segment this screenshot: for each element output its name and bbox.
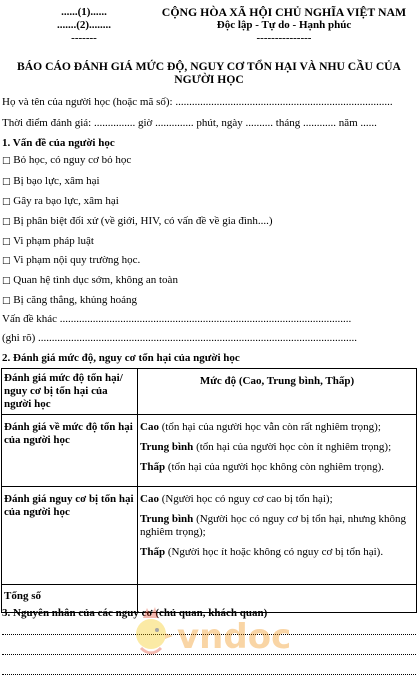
- svg-text:vndoc: vndoc: [177, 617, 292, 657]
- option-label: Trung bình: [140, 513, 194, 525]
- option-medium[interactable]: [140, 441, 414, 454]
- checkbox-icon[interactable]: □: [2, 276, 11, 286]
- checkbox-label: Gây ra bạo lực, xâm hại: [13, 195, 119, 207]
- option-medium[interactable]: [140, 513, 414, 539]
- header-right: [150, 6, 418, 45]
- checkbox-icon[interactable]: □: [2, 296, 11, 306]
- checkbox-item[interactable]: [2, 253, 416, 268]
- checkbox-label: Bị căng thẳng, khủng hoảng: [13, 294, 137, 306]
- option-text: (Người học ít hoặc không có nguy cơ bị tổn hại).: [165, 546, 384, 558]
- checkbox-icon[interactable]: □: [2, 217, 11, 227]
- checkbox-icon[interactable]: □: [2, 237, 11, 247]
- checkbox-item[interactable]: [2, 194, 416, 209]
- header-left-line-3: -------: [71, 32, 97, 44]
- checkbox-label: Bị phân biệt đối xử (về giới, HIV, có vấn đề về gia đình....): [13, 215, 273, 227]
- section1-heading: 1. Vấn đề của người học: [2, 137, 115, 149]
- table-header-row: [2, 369, 417, 415]
- national-motto: Độc lập - Tự do - Hạnh phúc: [216, 19, 352, 31]
- checkbox-label: Vi phạm nội quy trường học.: [13, 254, 141, 266]
- option-text: (tổn hại của người học còn ít nghiêm trọng);: [193, 441, 392, 453]
- checkbox-label: Bỏ học, có nguy cơ bỏ học: [13, 154, 132, 166]
- checkbox-item[interactable]: [2, 153, 416, 168]
- checkbox-icon[interactable]: □: [2, 156, 11, 166]
- option-low[interactable]: [140, 461, 414, 474]
- table-row: [2, 415, 417, 487]
- header-left-line-1: ......(1)......: [61, 6, 107, 18]
- option-label: Thấp: [140, 546, 166, 558]
- option-label: Trung bình: [140, 441, 194, 453]
- option-label: Cao: [140, 493, 159, 505]
- section2-heading: 2. Đánh giá mức độ, nguy cơ tổn hại của người học: [2, 352, 240, 364]
- checkbox-item[interactable]: [2, 273, 416, 288]
- table-header-left: Đánh giá mức độ tổn hại/ nguy cơ bị tổn hại của người học: [2, 369, 138, 415]
- option-high[interactable]: [140, 421, 414, 434]
- option-text: (tổn hại của người học không còn nghiêm trọng).: [165, 461, 384, 473]
- table-header-right: Mức độ (Cao, Trung bình, Thấp): [138, 369, 417, 415]
- checkbox-item[interactable]: [2, 214, 416, 229]
- checkbox-label: Quan hệ tình dục sớm, không an toàn: [13, 274, 178, 286]
- total-label: Tổng số: [2, 585, 138, 613]
- option-low[interactable]: [140, 546, 414, 559]
- checkbox-label: Bị bạo lực, xâm hại: [13, 175, 100, 187]
- national-title: CỘNG HÒA XÃ HỘI CHỦ NGHĨA VIỆT NAM: [161, 5, 407, 19]
- option-text: (Người học có nguy cơ bị tổn hại, nhưng không nghiêm trọng);: [140, 513, 406, 538]
- name-field[interactable]: Họ và tên của người học (hoặc mã số): ...............................................................................: [2, 96, 393, 108]
- harm-risk-options: [138, 487, 417, 585]
- checkbox-label: Vi phạm pháp luật: [13, 235, 94, 247]
- option-label: Cao: [140, 421, 159, 433]
- checkbox-item[interactable]: [2, 293, 416, 308]
- checkbox-icon[interactable]: □: [2, 197, 11, 207]
- section3-heading: 3. Nguyên nhân của các nguy cơ (chủ quan, khách quan): [2, 607, 268, 619]
- time-field[interactable]: Thời điểm đánh giá: ............... giờ .............. phút, ngày .......... tháng ............ năm ......: [2, 117, 377, 129]
- assessment-table: [1, 368, 417, 613]
- other-issue-field[interactable]: Vấn đề khác ..........................................................................................................: [2, 313, 352, 325]
- checkbox-icon[interactable]: □: [2, 177, 11, 187]
- option-text: (Người học có nguy cơ cao bị tổn hại);: [158, 493, 333, 505]
- harm-level-options: [138, 415, 417, 487]
- checkbox-item[interactable]: [2, 234, 416, 249]
- option-label: Thấp: [140, 461, 166, 473]
- option-text: (tổn hại của người học vẫn còn rất nghiêm trọng);: [158, 421, 381, 433]
- header-left-line-2: .......(2)........: [56, 19, 112, 31]
- row-label-harm-level: Đánh giá về mức độ tổn hại của người học: [2, 415, 138, 487]
- checkbox-icon[interactable]: □: [2, 256, 11, 266]
- option-high[interactable]: [140, 493, 414, 506]
- report-title: BÁO CÁO ĐÁNH GIÁ MỨC ĐỘ, NGUY CƠ TỔN HẠI VÀ NHU CẦU CỦA NGƯỜI HỌC: [17, 60, 401, 86]
- table-row: [2, 487, 417, 585]
- header-left: [34, 6, 134, 45]
- row-label-harm-risk: Đánh giá nguy cơ bị tổn hại của người học: [2, 487, 138, 585]
- header-right-divider: ---------------: [256, 32, 312, 44]
- checkbox-item[interactable]: [2, 174, 416, 189]
- other-issue-detail-field[interactable]: (ghi rõ) ....................................................................................................................: [2, 332, 358, 344]
- vndoc-watermark-logo: [133, 598, 293, 668]
- answer-line[interactable]: [2, 673, 416, 675]
